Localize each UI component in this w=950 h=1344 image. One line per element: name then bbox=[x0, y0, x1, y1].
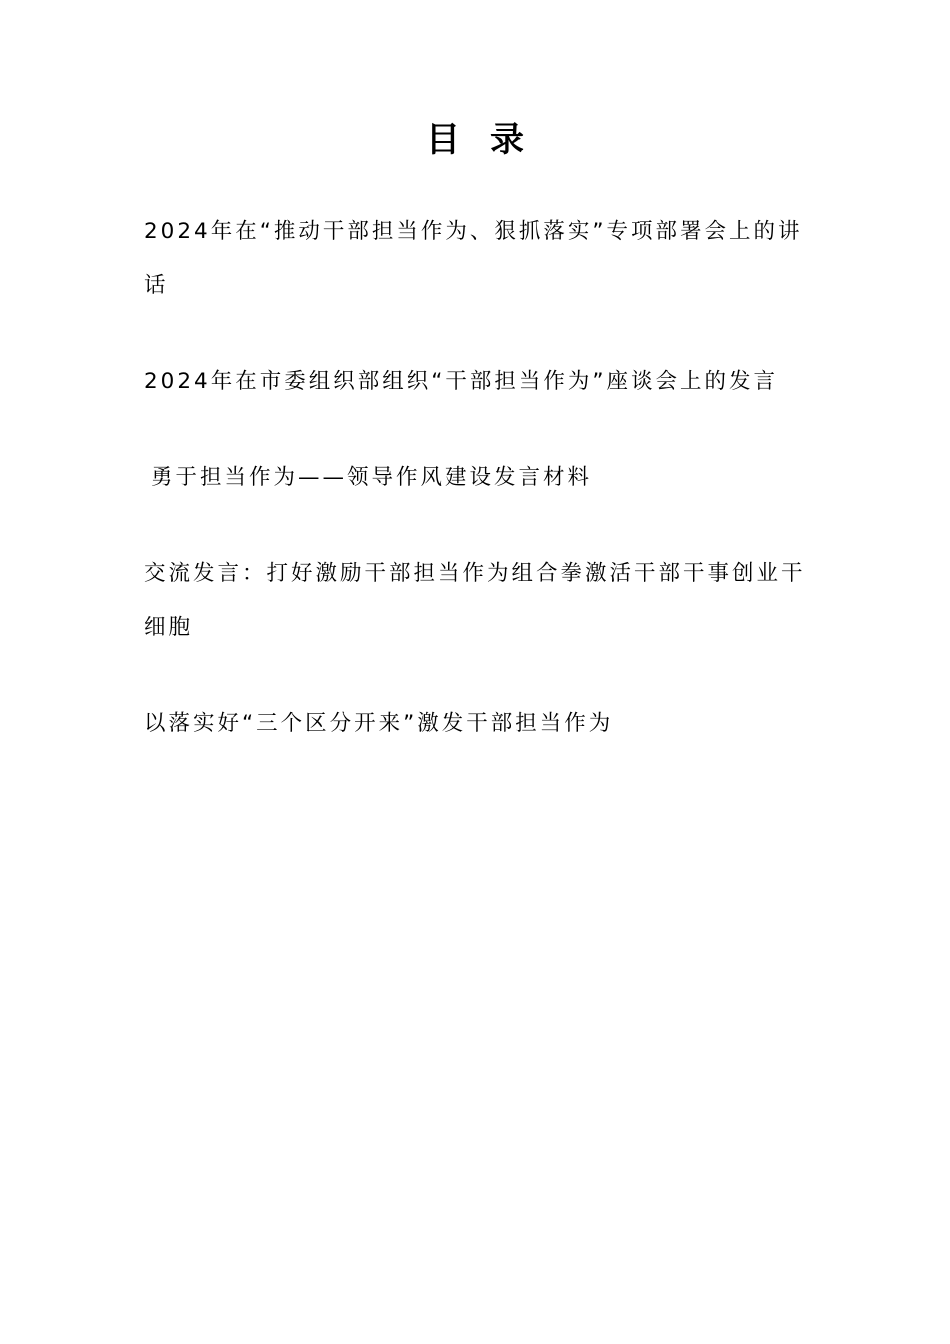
toc-item: 2024年在“推动干部担当作为、狠抓落实”专项部署会上的讲话 bbox=[144, 219, 803, 298]
table-of-contents bbox=[144, 205, 816, 793]
toc-item: 以落实好“三个区分开来”激发干部担当作为 bbox=[144, 711, 614, 736]
toc-item: 勇于担当作为——领导作风建设发言材料 bbox=[151, 465, 593, 490]
toc-item: 交流发言：打好激励干部担当作为组合拳激活干部干事创业干细胞 bbox=[144, 561, 806, 640]
page-title: 目录 bbox=[426, 120, 554, 160]
toc-item: 2024年在市委组织部组织“干部担当作为”座谈会上的发言 bbox=[144, 369, 778, 394]
